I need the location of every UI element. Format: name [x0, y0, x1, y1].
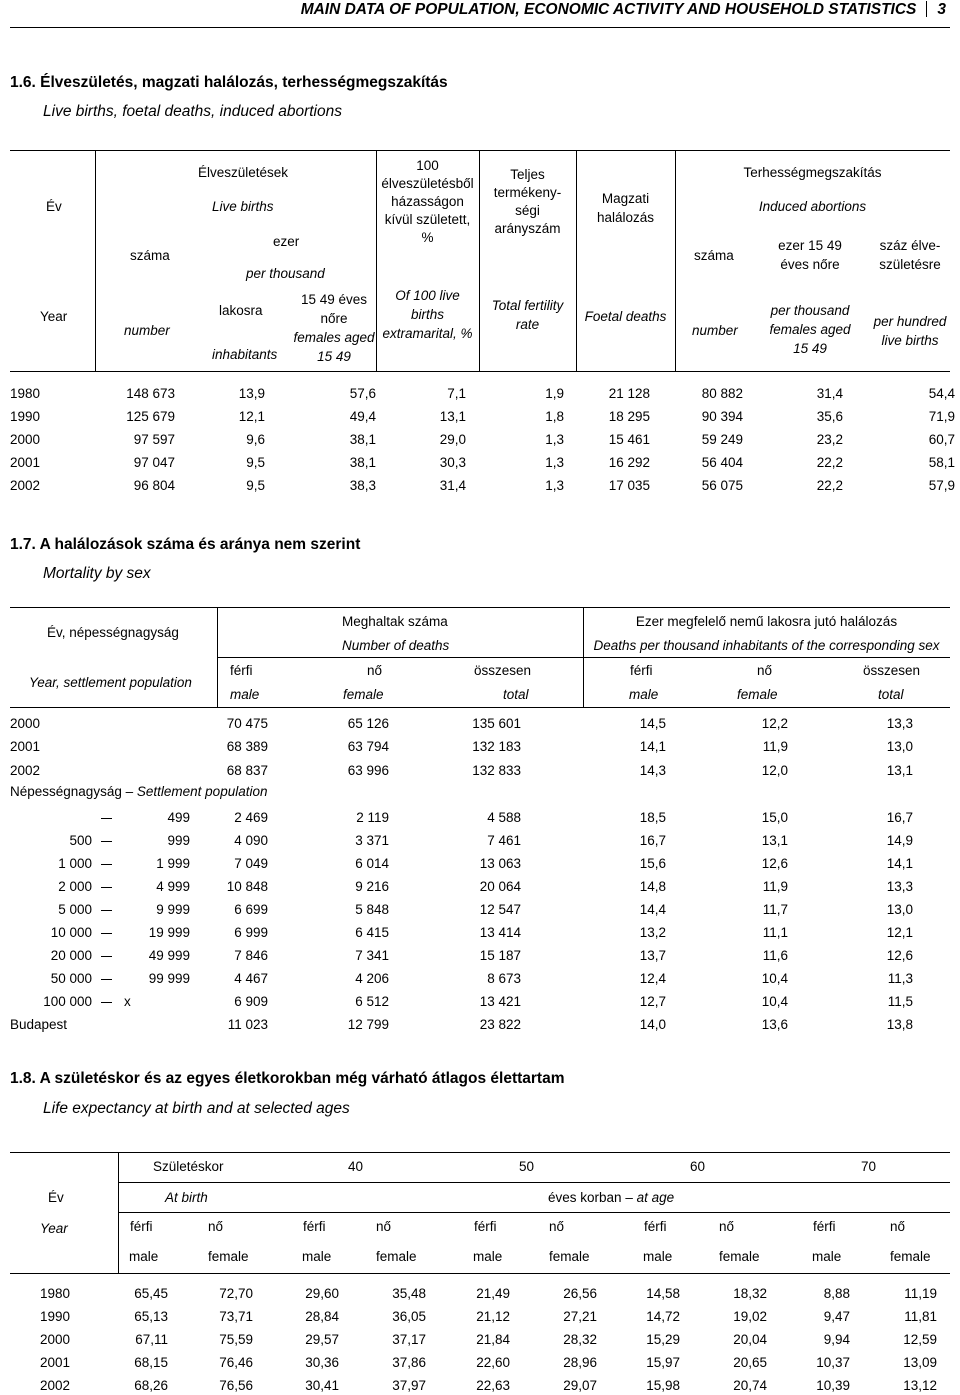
col-number: number — [124, 323, 170, 338]
value-cell: 29,0 — [439, 432, 466, 447]
value-cell: 22,63 — [476, 1378, 510, 1393]
range-dash — [101, 818, 112, 819]
col-ab-ezer: ezer 15 49 éves nőre — [778, 238, 842, 272]
value-cell: 132 183 — [472, 739, 521, 754]
col-live-births: Live births — [212, 199, 274, 214]
value-cell: 22,2 — [816, 478, 843, 493]
value-cell: 1,9 — [545, 386, 564, 401]
value-cell: 29,57 — [305, 1332, 339, 1347]
col-ferfi: férfi — [303, 1219, 326, 1234]
value-cell: 12,1 — [886, 925, 913, 940]
col-terhessegmegszakitas: Terhességmegszakítás — [743, 165, 882, 180]
value-cell: 68,26 — [134, 1378, 168, 1393]
col-female: female — [343, 687, 384, 702]
pop-to-cell: 99 999 — [148, 971, 190, 986]
value-cell: 49,4 — [349, 409, 376, 424]
col-osszesen-rate: összesen — [863, 663, 921, 678]
value-cell: 9,47 — [823, 1309, 850, 1324]
col-male: male — [812, 1249, 842, 1264]
value-cell: 29,60 — [305, 1286, 339, 1301]
value-cell: 60,7 — [928, 432, 955, 447]
value-cell: 21,12 — [476, 1309, 510, 1324]
value-cell: 13,7 — [639, 948, 666, 963]
range-dash — [101, 1002, 112, 1003]
col-female: female — [890, 1249, 931, 1264]
col-ev: Év — [46, 199, 62, 214]
value-cell: 7 461 — [487, 833, 521, 848]
value-cell: 12,6 — [761, 856, 788, 871]
value-cell: 68,15 — [134, 1355, 168, 1370]
value-cell: 12 547 — [479, 902, 521, 917]
value-cell: 4 467 — [234, 971, 268, 986]
value-cell: 11,6 — [762, 948, 788, 963]
year-cell: 1980 — [40, 1286, 71, 1301]
value-cell: 20 064 — [479, 879, 521, 894]
value-cell: 10,4 — [761, 971, 788, 986]
value-cell: 19,02 — [733, 1309, 767, 1324]
col-age-70: 70 — [861, 1159, 877, 1174]
value-cell: 4 206 — [355, 971, 389, 986]
value-cell: 90 394 — [701, 409, 743, 424]
col-szuleteskor: Születéskor — [153, 1159, 224, 1174]
value-cell: 17 035 — [608, 478, 650, 493]
section-1-7-subtitle: Mortality by sex — [43, 565, 151, 582]
year-cell: 2002 — [40, 1378, 71, 1393]
value-cell: 14,4 — [639, 902, 666, 917]
col-ezer-megfelelo: Ezer megfelelő nemű lakosra jutó halálozás — [635, 614, 898, 629]
col-year: Year — [40, 1221, 68, 1236]
value-cell: 11,1 — [762, 925, 788, 940]
col-foetal-deaths: Foetal deaths — [584, 309, 667, 324]
value-cell: 65 126 — [347, 716, 389, 731]
col-lakosra: lakosra — [219, 303, 263, 318]
value-cell: 14,72 — [646, 1309, 680, 1324]
col-magzati: Magzati halálozás — [596, 191, 655, 225]
value-cell: 12,59 — [903, 1332, 937, 1347]
pop-from-cell: 10 000 — [50, 925, 92, 940]
col-male: male — [302, 1249, 332, 1264]
value-cell: 6 999 — [234, 925, 268, 940]
value-cell: 67,11 — [135, 1332, 168, 1347]
value-cell: 97 597 — [133, 432, 175, 447]
col-total-rate: total — [878, 687, 904, 702]
col-eves-korban: éves korban – at age — [548, 1190, 675, 1205]
pop-to-cell: 9 999 — [156, 902, 190, 917]
value-cell: 10 848 — [226, 879, 268, 894]
value-cell: 73,71 — [219, 1309, 253, 1324]
value-cell: 15 461 — [608, 432, 650, 447]
col-year: Year — [40, 309, 68, 324]
col-deaths-per-thousand: Deaths per thousand inhabitants of the corresponding sex — [593, 638, 940, 653]
pop-from-cell: 100 000 — [43, 994, 92, 1009]
col-ab-szama: száma — [694, 248, 734, 263]
col-ferfi-rate: férfi — [630, 663, 653, 678]
pop-to-cell: 999 — [167, 833, 190, 848]
section-1-6-title: 1.6. Élveszületés, magzati halálozás, terhességmegszakítás — [10, 74, 448, 91]
value-cell: 56 404 — [701, 455, 743, 470]
col-induced-abortions: Induced abortions — [758, 199, 867, 214]
value-cell: 30,3 — [439, 455, 466, 470]
col-ev: Év — [48, 1190, 64, 1205]
value-cell: 38,1 — [349, 432, 376, 447]
value-cell: 57,9 — [928, 478, 955, 493]
value-cell: 12,0 — [761, 763, 788, 778]
value-cell: 36,05 — [392, 1309, 426, 1324]
pop-from-cell: 500 — [69, 833, 92, 848]
value-cell: 13,3 — [886, 879, 913, 894]
value-cell: 59 249 — [701, 432, 743, 447]
section-1-8-title: 1.8. A születéskor és az egyes életkorokban még várható átlagos élettartam — [10, 1070, 565, 1087]
section-1-8-subtitle: Life expectancy at birth and at selected ages — [43, 1100, 350, 1117]
year-cell: 2002 — [10, 478, 41, 493]
col-ev-nepessegnagysag: Év, népességnagyság — [47, 625, 179, 640]
col-no: nő — [719, 1219, 735, 1234]
value-cell: 7,1 — [447, 386, 466, 401]
value-cell: 1,8 — [545, 409, 564, 424]
value-cell: 65,45 — [134, 1286, 168, 1301]
year-cell: 2001 — [10, 739, 41, 754]
value-cell: 14,8 — [639, 879, 666, 894]
value-cell: 35,6 — [816, 409, 843, 424]
col-no: nő — [376, 1219, 392, 1234]
value-cell: 18 295 — [608, 409, 650, 424]
col-at-birth: At birth — [165, 1190, 208, 1205]
value-cell: 13,0 — [886, 902, 913, 917]
value-cell: 9 216 — [355, 879, 389, 894]
col-ferfi: férfi — [813, 1219, 836, 1234]
value-cell: 20,65 — [733, 1355, 767, 1370]
pop-to-cell: 1 999 — [156, 856, 190, 871]
value-cell: 26,56 — [563, 1286, 597, 1301]
year-cell: 2001 — [40, 1355, 71, 1370]
value-cell: 54,4 — [928, 386, 955, 401]
value-cell: 70 475 — [226, 716, 268, 731]
value-cell: 35,48 — [392, 1286, 426, 1301]
col-no: nő — [367, 663, 383, 678]
value-cell: 57,6 — [349, 386, 376, 401]
value-cell: 8,88 — [823, 1286, 850, 1301]
value-cell: 9,5 — [246, 478, 265, 493]
value-cell: 11,9 — [762, 879, 788, 894]
value-cell: 13 414 — [479, 925, 521, 940]
pop-to-cell: x — [124, 994, 131, 1009]
col-no: nő — [549, 1219, 565, 1234]
value-cell: 11,81 — [904, 1309, 937, 1324]
value-cell: 7 341 — [355, 948, 389, 963]
value-cell: 12,4 — [639, 971, 666, 986]
page-number: 3 — [937, 1, 946, 18]
range-dash — [101, 841, 112, 842]
value-cell: 30,36 — [305, 1355, 339, 1370]
pop-from-cell: 5 000 — [58, 902, 92, 917]
pop-from-cell: 1 000 — [58, 856, 92, 871]
value-cell: 22,2 — [816, 455, 843, 470]
range-dash — [101, 979, 112, 980]
table-top-rule — [10, 150, 950, 151]
value-cell: 20,04 — [733, 1332, 767, 1347]
value-cell: 11,5 — [887, 994, 913, 1009]
value-cell: 9,94 — [823, 1332, 850, 1347]
value-cell: 11,7 — [762, 902, 788, 917]
value-cell: 76,46 — [219, 1355, 253, 1370]
value-cell: 5 848 — [355, 902, 389, 917]
col-15-49-eves: 15 49 éves nőre females aged 15 49 — [293, 292, 375, 364]
year-cell: 1990 — [10, 409, 41, 424]
running-head: MAIN DATA OF POPULATION, ECONOMIC ACTIVITY AND HOUSEHOLD STATISTICS 3 — [300, 1, 946, 18]
col-year-settlement: Year, settlement population — [29, 675, 192, 690]
value-cell: 12,1 — [238, 409, 265, 424]
col-ab-number: number — [692, 323, 738, 338]
value-cell: 13,9 — [238, 386, 265, 401]
value-cell: 9,5 — [246, 455, 265, 470]
col-tfr-en: Total fertility rate — [491, 298, 564, 332]
range-dash — [101, 887, 112, 888]
range-dash — [101, 933, 112, 934]
value-cell: 3 371 — [355, 833, 389, 848]
col-szama: száma — [130, 248, 170, 263]
pop-from-cell: 2 000 — [58, 879, 92, 894]
value-cell: 11,3 — [887, 971, 913, 986]
col-male: male — [473, 1249, 503, 1264]
value-cell: 13,09 — [903, 1355, 937, 1370]
value-cell: 37,17 — [392, 1332, 426, 1347]
value-cell: 18,5 — [639, 810, 666, 825]
value-cell: 6 014 — [355, 856, 389, 871]
col-age-60: 60 — [690, 1159, 706, 1174]
year-cell: 1980 — [10, 386, 41, 401]
value-cell: 21,49 — [476, 1286, 510, 1301]
col-ferfi: férfi — [230, 663, 253, 678]
value-cell: 1,3 — [545, 432, 564, 447]
value-cell: 13 063 — [479, 856, 521, 871]
budapest-cell: Budapest — [10, 1017, 68, 1032]
value-cell: 65,13 — [134, 1309, 168, 1324]
col-ferfi: férfi — [130, 1219, 153, 1234]
value-cell: 14,58 — [646, 1286, 680, 1301]
year-cell: 2000 — [10, 432, 41, 447]
value-cell: 97 047 — [133, 455, 175, 470]
value-cell: 7 049 — [234, 856, 268, 871]
value-cell: 20,74 — [733, 1378, 767, 1393]
value-cell: 15,6 — [639, 856, 666, 871]
value-cell: 13,8 — [886, 1017, 913, 1032]
value-cell: 135 601 — [472, 716, 521, 731]
value-cell: 9,6 — [246, 432, 265, 447]
value-cell: 12,6 — [886, 948, 913, 963]
year-cell: 2001 — [10, 455, 41, 470]
value-cell: 21 128 — [608, 386, 650, 401]
value-cell: 28,84 — [305, 1309, 339, 1324]
pop-to-cell: 4 999 — [156, 879, 190, 894]
col-female-rate: female — [737, 687, 778, 702]
col-elveszuletesek: Élveszületések — [198, 165, 289, 180]
value-cell: 13,0 — [886, 739, 913, 754]
value-cell: 10,4 — [761, 994, 788, 1009]
value-cell: 11,9 — [762, 739, 788, 754]
value-cell: 21,84 — [476, 1332, 510, 1347]
value-cell: 11 023 — [227, 1017, 268, 1032]
col-extramarital-en: Of 100 live births extramarital, % — [382, 288, 473, 341]
value-cell: 31,4 — [816, 386, 843, 401]
section-1-7-title: 1.7. A halálozások száma és aránya nem szerint — [10, 536, 361, 553]
value-cell: 72,70 — [219, 1286, 253, 1301]
col-male: male — [129, 1249, 159, 1264]
value-cell: 23,2 — [816, 432, 843, 447]
value-cell: 2 119 — [356, 810, 389, 825]
col-male: male — [643, 1249, 673, 1264]
value-cell: 4 090 — [234, 833, 268, 848]
value-cell: 37,97 — [392, 1378, 426, 1393]
page-header — [0, 0, 960, 28]
col-female: female — [719, 1249, 760, 1264]
value-cell: 71,9 — [928, 409, 955, 424]
pop-to-cell: 19 999 — [148, 925, 190, 940]
col-female: female — [208, 1249, 249, 1264]
value-cell: 75,59 — [219, 1332, 253, 1347]
value-cell: 15,98 — [646, 1378, 680, 1393]
value-cell: 23 822 — [479, 1017, 521, 1032]
value-cell: 15 187 — [479, 948, 521, 963]
value-cell: 28,32 — [563, 1332, 597, 1347]
value-cell: 30,41 — [305, 1378, 339, 1393]
value-cell: 31,4 — [439, 478, 466, 493]
value-cell: 14,1 — [639, 739, 666, 754]
value-cell: 13 421 — [479, 994, 521, 1009]
value-cell: 1,3 — [545, 455, 564, 470]
value-cell: 125 679 — [126, 409, 175, 424]
value-cell: 14,3 — [639, 763, 666, 778]
col-no: nő — [208, 1219, 224, 1234]
col-number-of-deaths: Number of deaths — [342, 638, 450, 653]
table-header-rule — [10, 371, 950, 372]
col-extramarital-hu: 100 élveszületésből házasságon kívül született, % — [381, 158, 474, 245]
col-osszesen: összesen — [474, 663, 532, 678]
col-ezer: ezer — [273, 234, 300, 249]
value-cell: 96 804 — [133, 478, 175, 493]
value-cell: 38,3 — [349, 478, 376, 493]
value-cell: 12,2 — [761, 716, 788, 731]
value-cell: 6 909 — [234, 994, 268, 1009]
value-cell: 1,3 — [545, 478, 564, 493]
section-1-6-subtitle: Live births, foetal deaths, induced abortions — [43, 103, 342, 120]
col-no: nő — [890, 1219, 906, 1234]
value-cell: 80 882 — [701, 386, 743, 401]
col-per-thousand: per thousand — [246, 266, 325, 281]
value-cell: 14,0 — [639, 1017, 666, 1032]
col-female: female — [376, 1249, 417, 1264]
value-cell: 28,96 — [563, 1355, 597, 1370]
value-cell: 13,3 — [886, 716, 913, 731]
value-cell: 16,7 — [639, 833, 666, 848]
settlement-population-label: Népességnagyság – Settlement population — [10, 784, 268, 799]
pop-from-cell: 50 000 — [50, 971, 92, 986]
value-cell: 8 673 — [487, 971, 521, 986]
col-male: male — [230, 687, 260, 702]
range-dash — [101, 864, 112, 865]
value-cell: 4 588 — [487, 810, 521, 825]
value-cell: 12,7 — [639, 994, 666, 1009]
year-cell: 2000 — [40, 1332, 71, 1347]
value-cell: 13,1 — [761, 833, 788, 848]
year-cell: 2000 — [10, 716, 41, 731]
pop-to-cell: 499 — [167, 810, 190, 825]
range-dash — [101, 956, 112, 957]
col-no-rate: nő — [757, 663, 773, 678]
value-cell: 63 996 — [347, 763, 389, 778]
col-male-rate: male — [629, 687, 659, 702]
value-cell: 29,07 — [563, 1378, 597, 1393]
col-meghaltak: Meghaltak száma — [342, 614, 448, 629]
value-cell: 13,1 — [886, 763, 913, 778]
value-cell: 16,7 — [886, 810, 913, 825]
col-inhabitants: inhabitants — [212, 347, 278, 362]
col-ab-per-thousand: per thousand females aged 15 49 — [769, 303, 851, 356]
year-cell: 2002 — [10, 763, 41, 778]
col-ferfi: férfi — [644, 1219, 667, 1234]
col-per-hundred: per hundred live births — [873, 314, 947, 348]
value-cell: 13,12 — [903, 1378, 937, 1393]
value-cell: 11,19 — [904, 1286, 937, 1301]
col-szaz-elveszuletesre: száz élve- születésre — [879, 238, 941, 272]
value-cell: 12 799 — [347, 1017, 389, 1032]
value-cell: 6 699 — [234, 902, 268, 917]
range-dash — [101, 910, 112, 911]
value-cell: 22,60 — [476, 1355, 510, 1370]
value-cell: 68 837 — [226, 763, 268, 778]
value-cell: 68 389 — [226, 739, 268, 754]
value-cell: 6 415 — [355, 925, 389, 940]
pop-to-cell: 49 999 — [148, 948, 190, 963]
value-cell: 58,1 — [928, 455, 955, 470]
value-cell: 10,39 — [816, 1378, 850, 1393]
value-cell: 63 794 — [347, 739, 389, 754]
pop-from-cell: 20 000 — [50, 948, 92, 963]
value-cell: 148 673 — [126, 386, 175, 401]
value-cell: 2 469 — [234, 810, 268, 825]
value-cell: 10,37 — [816, 1355, 850, 1370]
value-cell: 6 512 — [355, 994, 389, 1009]
col-female: female — [549, 1249, 590, 1264]
value-cell: 15,97 — [646, 1355, 680, 1370]
col-total: total — [503, 687, 529, 702]
col-tfr-hu: Teljes termékeny- ségi arányszám — [493, 167, 562, 236]
header-rule — [10, 27, 950, 28]
value-cell: 37,86 — [392, 1355, 426, 1370]
value-cell: 13,1 — [439, 409, 466, 424]
value-cell: 15,29 — [646, 1332, 680, 1347]
value-cell: 76,56 — [219, 1378, 253, 1393]
value-cell: 14,1 — [886, 856, 913, 871]
col-age-40: 40 — [348, 1159, 364, 1174]
value-cell: 13,2 — [639, 925, 666, 940]
value-cell: 132 833 — [472, 763, 521, 778]
value-cell: 18,32 — [733, 1286, 767, 1301]
value-cell: 7 846 — [234, 948, 268, 963]
value-cell: 16 292 — [608, 455, 650, 470]
value-cell: 14,9 — [886, 833, 913, 848]
value-cell: 15,0 — [761, 810, 788, 825]
value-cell: 14,5 — [639, 716, 666, 731]
col-ferfi: férfi — [474, 1219, 497, 1234]
col-age-50: 50 — [519, 1159, 535, 1174]
value-cell: 56 075 — [701, 478, 743, 493]
value-cell: 13,6 — [761, 1017, 788, 1032]
value-cell: 27,21 — [563, 1309, 597, 1324]
value-cell: 38,1 — [349, 455, 376, 470]
year-cell: 1990 — [40, 1309, 71, 1324]
